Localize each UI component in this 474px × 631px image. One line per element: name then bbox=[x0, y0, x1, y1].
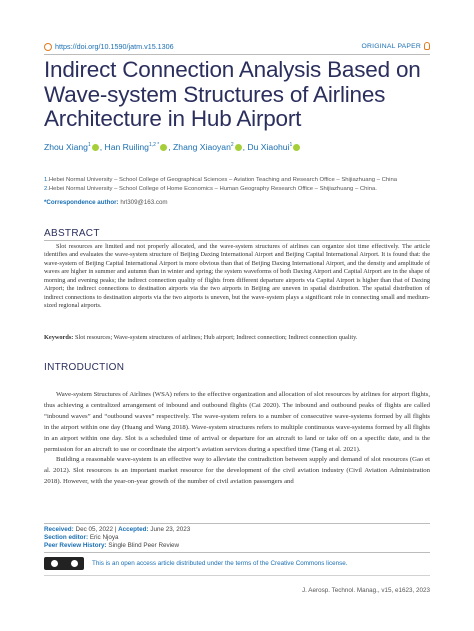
header-bar bbox=[44, 40, 430, 54]
author-sup: 1 bbox=[289, 142, 293, 149]
received-date: Dec 05, 2022 bbox=[75, 526, 113, 533]
orcid-icon[interactable] bbox=[293, 144, 300, 151]
orcid-icon[interactable] bbox=[235, 144, 242, 151]
open-access-icon bbox=[424, 42, 430, 50]
affiliation-item: 1.Hebei Normal University – School College of Geographical Sciences – Aviation Teaching and Research Office – Shijiazhuang – China bbox=[44, 177, 397, 183]
author-list: Zhou Xiang$^1$ , Han Ruiling$^{1,2 *}$ , Zhang Xiaoyan$^2$ , Du Xiaohui$^1$ bbox=[44, 142, 301, 152]
doi-link[interactable] bbox=[44, 42, 174, 51]
paragraph: Wave-system Structures of Airlines (WSA) refers to the effective organization and allocation of slot resources by airlines for airport flights, thus achieving a centralized arrangement of inbound and outbound flights (Cai 2020). The inbound and outbound peaks of flights are called “inbound waves” and “outbound waves” respectively. The wave-system refers to a number of consecutive wave-systems formed by all flights in the airport within one day (Huang and Wang 2018). Wave-system structures refers to multiple continuous wave-systems formed by all flights in an airport within one day. Slot is a scheduled time of arrival or departure for an aircraft to land or take off on a specific date, and is the permission for an aircraft to use or coordinate the airport’s aviation services during a specified time (Tang et al. 2021). bbox=[44, 391, 430, 453]
article-type-label: ORIGINAL PAPER bbox=[361, 42, 421, 50]
divider bbox=[44, 240, 430, 241]
author-name[interactable]: Zhou Xiang bbox=[44, 142, 88, 152]
introduction-heading: INTRODUCTION bbox=[44, 362, 125, 373]
correspondence-email[interactable]: hrl309@163.com bbox=[120, 199, 168, 206]
affiliation-item: 2.Hebei Normal University – School College of Home Economics – Human Geography Research Office – Shijiazhuang – China. bbox=[44, 186, 377, 192]
author-sup: 1,2 * bbox=[148, 142, 160, 149]
author-name[interactable]: Han Ruiling bbox=[104, 142, 149, 152]
cc-icon bbox=[51, 560, 58, 567]
attribution-icon bbox=[71, 560, 78, 567]
dates-line: Received: Dec 05, 2022 | Accepted: June 23, 2023 bbox=[44, 526, 191, 533]
abstract-heading: ABSTRACT bbox=[44, 228, 100, 239]
author-name[interactable]: Du Xiaohui bbox=[247, 142, 290, 152]
divider bbox=[44, 552, 430, 553]
journal-citation: J. Aerosp. Technol. Manag., v15, e1623, 2023 bbox=[301, 587, 430, 594]
keywords bbox=[44, 334, 430, 341]
article-type bbox=[362, 42, 430, 50]
orcid-icon[interactable] bbox=[160, 144, 167, 151]
paper-title: Indirect Connection Analysis Based on Wave-system Structures of Airlines Architecture in Hub Airport bbox=[44, 57, 421, 131]
abstract-text: Slot resources are limited and not properly allocated, and the wave-system structures of airlines can organize slot time effectively. The article identifies and evaluates the wave-system structure of Beijing Daxing International Airport and Beijing Capital International Airport. It is found that: the wave-system of Beijing Capital International Airport is more obvious than that of Beijing Daxing International Airport, and the density and amplitude of waves are higher in summer and autumn than in winter and spring; the system waveforms of both Daxing Airport and Capital Airport are in the shape of morning and evening peaks; the indirect connection quality of flights from different departure airports via Capital Airport is higher than that of Daxing Airport; the indirect connections to destination airports via the two airports in Beijing are uneven in spatial distribution. The spatial distribution of indirect connections to destination airports via the two airports is uneven, but the wave-system plays a significant role in connecting small and medium-sized regional airports. bbox=[44, 243, 430, 310]
author-sup: 2 bbox=[230, 142, 234, 149]
review-line: Peer Review History: Single Blind Peer Review bbox=[44, 542, 180, 550]
keywords-text: Slot resources; Wave-system structures of airlines; Hub airport; Indirect connection; Indirect connection quality. bbox=[74, 334, 358, 341]
author-sup: 1 bbox=[87, 142, 91, 149]
orcid-icon[interactable] bbox=[92, 144, 99, 151]
license-text[interactable]: This is an open access article distributed under the terms of the Creative Commons license. bbox=[92, 560, 348, 567]
keywords-label: Keywords: bbox=[44, 334, 74, 341]
paragraph: Building a reasonable wave-system is an effective way to alleviate the contradiction between supply and demand of slot resources (Gao et al. 2012). Slot resources is an important market resource for the development of the civil aviation industry (Civil Aviation Administration 2018). However, with the year-on-year growth of the number of civil aviation passengers and bbox=[44, 456, 430, 486]
correspondence bbox=[44, 199, 168, 206]
author-name[interactable]: Zhang Xiaoyan bbox=[173, 142, 231, 152]
article-history bbox=[44, 526, 190, 551]
doi-text[interactable]: https://doi.org/10.1590/jatm.v15.1306 bbox=[55, 42, 174, 51]
accepted-date: June 23, 2023 bbox=[150, 526, 191, 533]
doi-icon bbox=[44, 43, 52, 51]
divider bbox=[44, 575, 430, 576]
affiliations bbox=[44, 176, 434, 194]
divider bbox=[44, 54, 430, 55]
peer-review-type: Single Blind Peer Review bbox=[108, 542, 180, 550]
creative-commons-badge-icon[interactable] bbox=[44, 557, 84, 570]
divider bbox=[44, 523, 430, 524]
introduction-body bbox=[44, 390, 430, 488]
correspondence-label: *Correspondence author: bbox=[44, 199, 119, 206]
editor-line: Section editor: Eric Njoya bbox=[44, 534, 119, 542]
section-editor: Eric Njoya bbox=[89, 534, 119, 542]
